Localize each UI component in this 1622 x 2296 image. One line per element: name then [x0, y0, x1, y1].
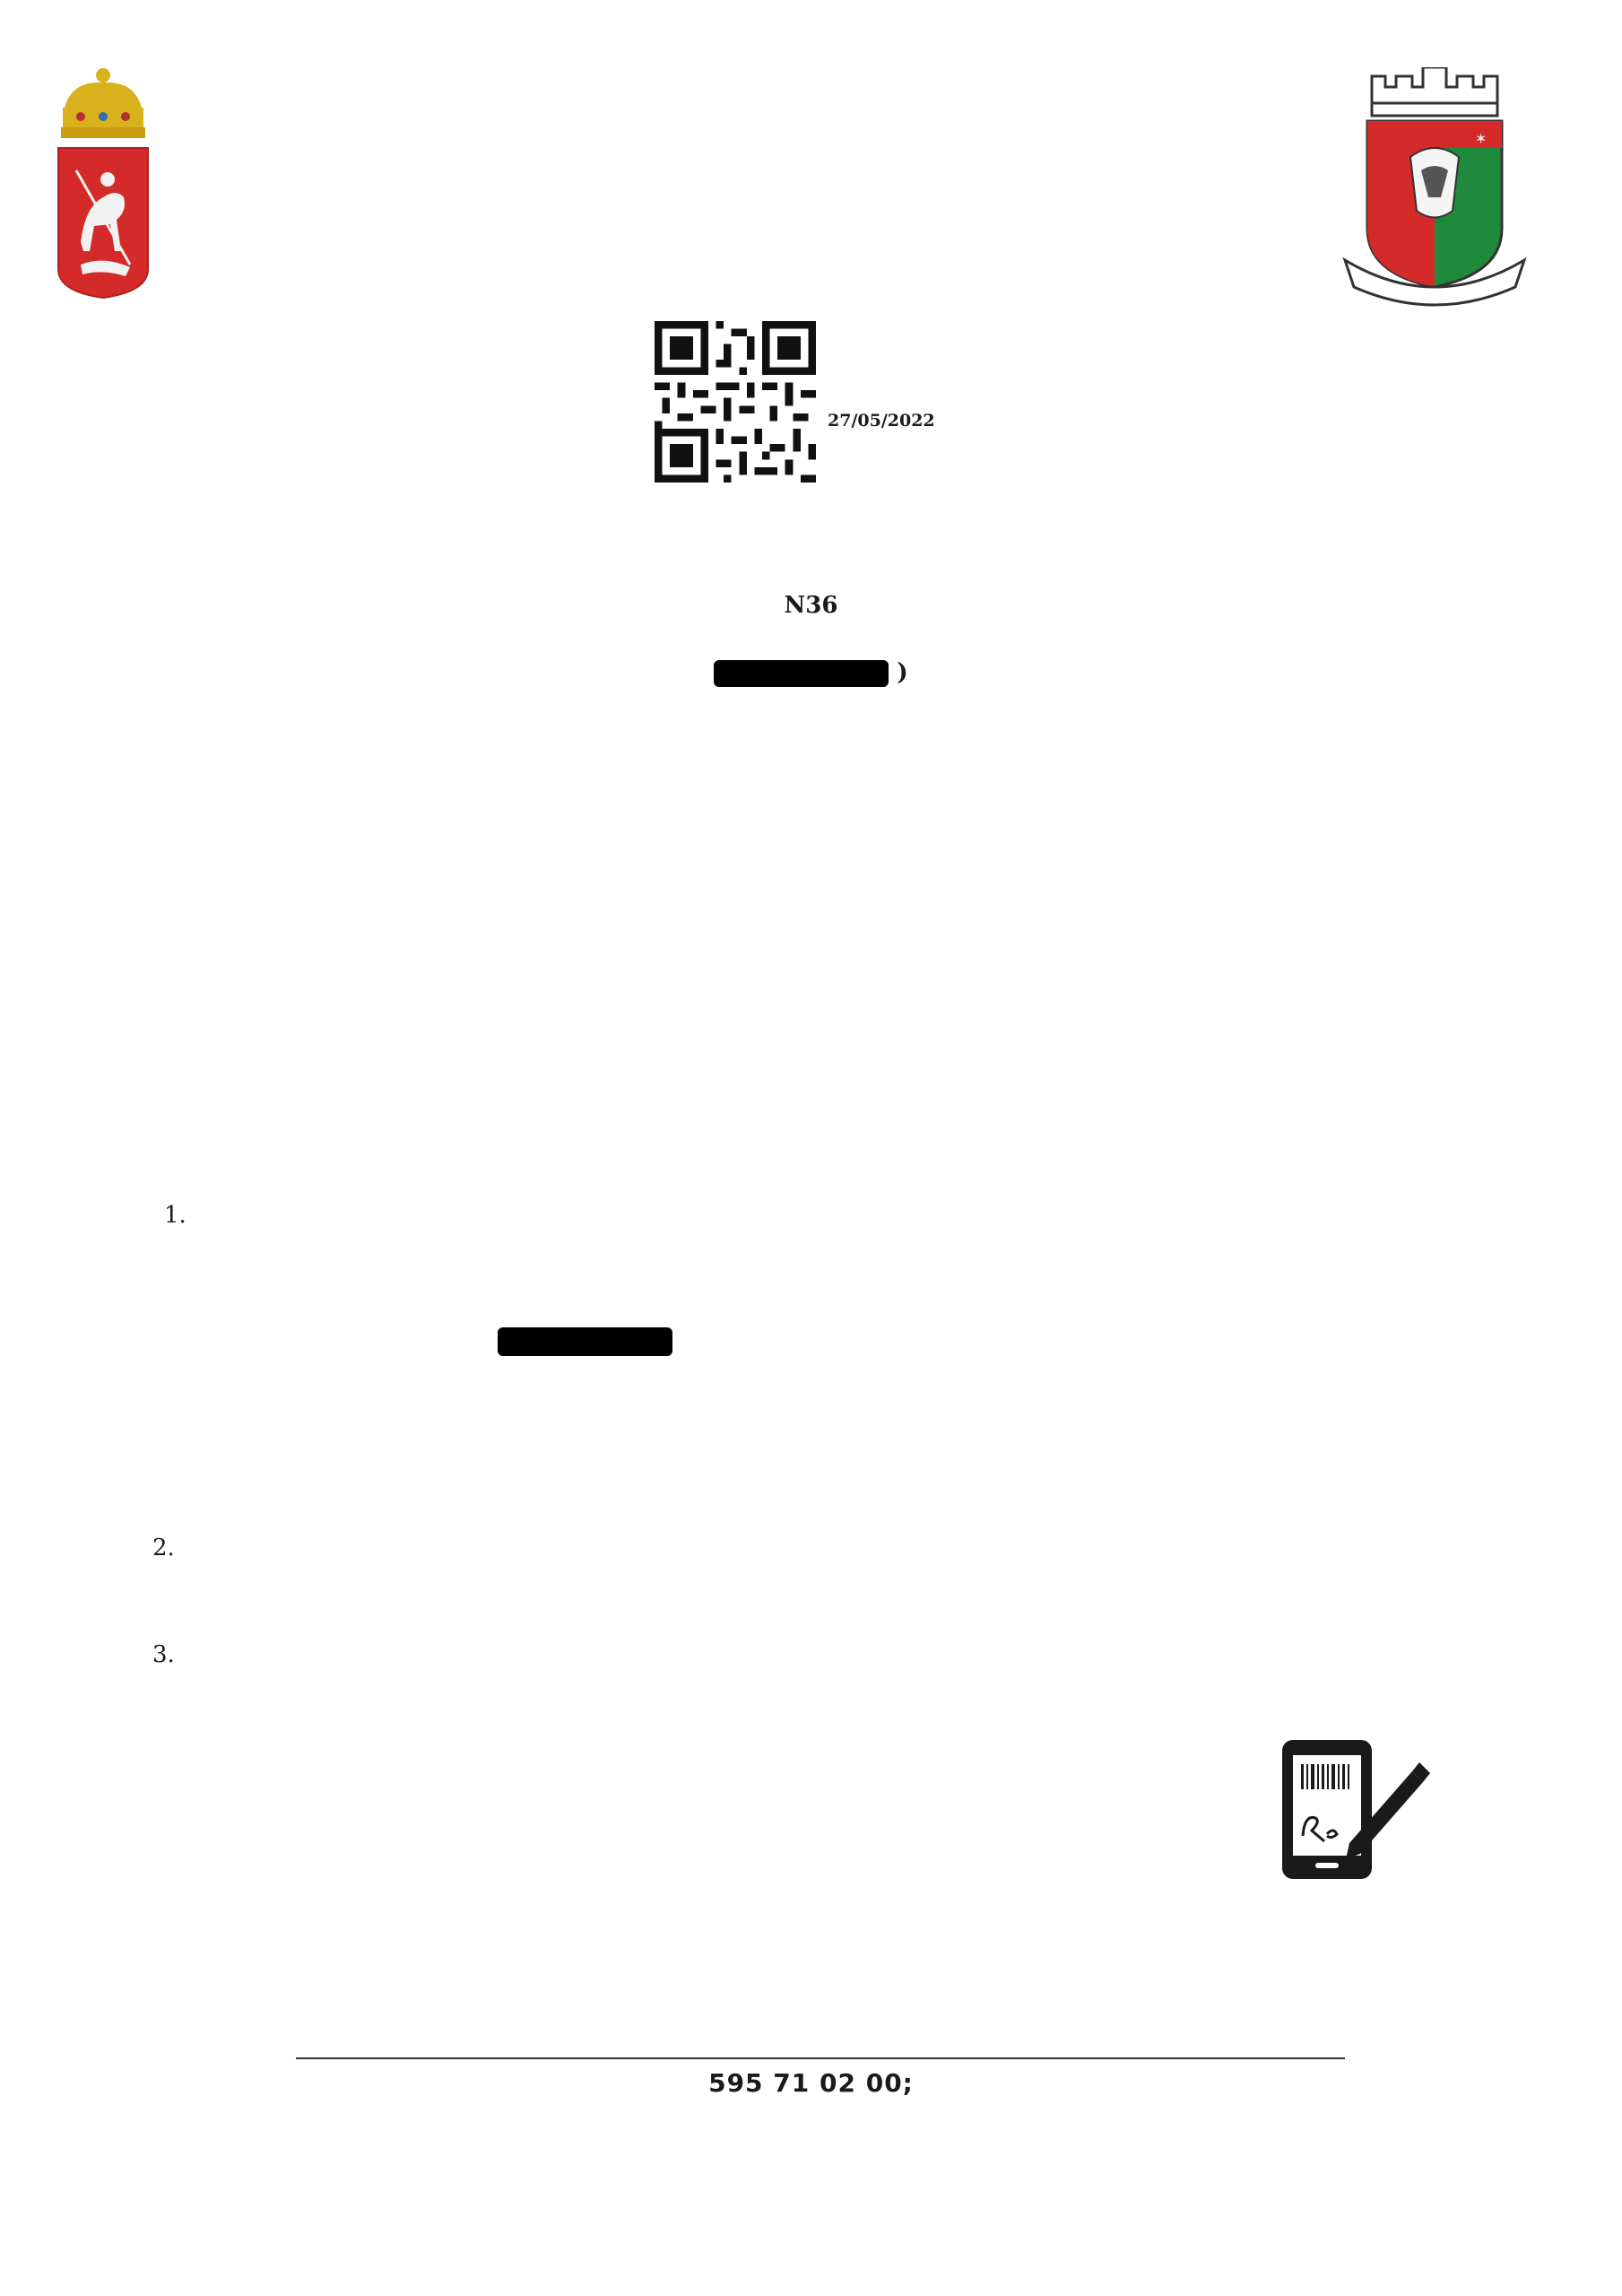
- subject-line: ): [0, 655, 1622, 691]
- redacted-block: [714, 660, 889, 687]
- decree-date-meta: [828, 411, 935, 430]
- footer-divider: [296, 2057, 1345, 2059]
- qr-code-icon: [655, 321, 816, 483]
- item2-line: 2.: [152, 1535, 175, 1561]
- footer-address: 595 71 02 00;: [708, 2068, 914, 2098]
- decree-title: N36: [784, 592, 838, 619]
- georgia-coat-of-arms-icon: [54, 63, 152, 305]
- chokhatauri-emblem-icon: [1340, 67, 1529, 309]
- svg-text:✶: ✶: [1475, 130, 1488, 147]
- decree-date-value: 27/05/2022: [828, 411, 935, 430]
- list-item-3: 3.: [152, 1641, 175, 1668]
- decree-subject: [0, 655, 1622, 691]
- tablet-signature-icon: [1278, 1735, 1430, 1888]
- redacted-block: [498, 1327, 672, 1356]
- list-item-2: [152, 1525, 1444, 1571]
- list-item-1-number: 1.: [164, 1202, 186, 1229]
